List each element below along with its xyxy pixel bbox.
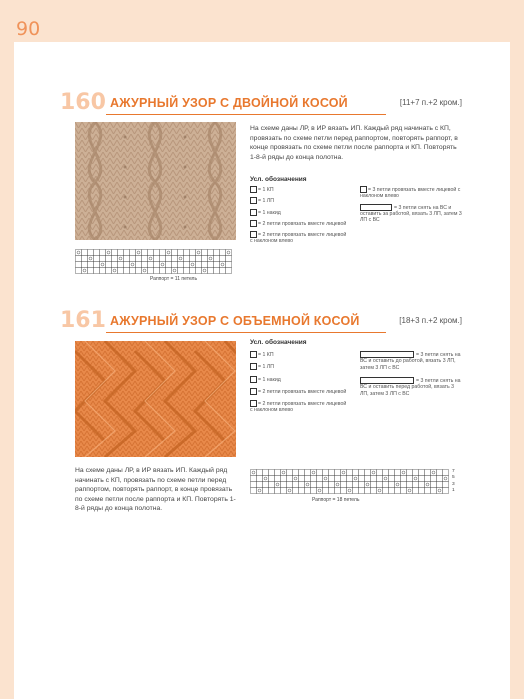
chart-cell (130, 262, 136, 268)
chart-cell (166, 250, 172, 256)
chart-cell (443, 470, 449, 476)
chart-cell (196, 250, 202, 256)
section-160-header (60, 92, 462, 114)
chart-cell (359, 470, 365, 476)
chart-cell (419, 488, 425, 494)
chart-cell (401, 470, 407, 476)
chart-cell (371, 488, 377, 494)
chart-cell (190, 250, 196, 256)
yarn-over-icon (250, 376, 257, 383)
chart-cell (100, 268, 106, 274)
chart-cell (371, 476, 377, 482)
chart-cell (263, 488, 269, 494)
chart-cell (226, 250, 232, 256)
chart-cell (196, 262, 202, 268)
ssk-icon (250, 400, 257, 407)
chart-cell (220, 256, 226, 262)
chart-cell (202, 262, 208, 268)
chart-cell (190, 268, 196, 274)
knit-cell-icon (250, 351, 257, 358)
chart-cell (311, 488, 317, 494)
chart-cell (419, 470, 425, 476)
chart-cell (112, 268, 118, 274)
chart-cell (184, 268, 190, 274)
chart-cell (305, 488, 311, 494)
chart-cell (88, 262, 94, 268)
chart-cell (142, 250, 148, 256)
chart-cell (389, 476, 395, 482)
chart-cell (353, 476, 359, 482)
chart-cell (305, 476, 311, 482)
chart-cell (112, 262, 118, 268)
chart-cell (341, 482, 347, 488)
chart-cell (226, 262, 232, 268)
chart-cell (94, 268, 100, 274)
chart-cell (154, 262, 160, 268)
chart-cell (124, 262, 130, 268)
chart-cell (395, 476, 401, 482)
cable-right-icon (360, 351, 414, 358)
chart-cell (365, 470, 371, 476)
chart-cell (124, 250, 130, 256)
chart-cell (341, 476, 347, 482)
legend-160-left: = 1 КП = 1 ЛП = 1 накид = 2 петли провязать вместе лицевой = 2 петли провязать вместе лицевой с наклоном влево (250, 186, 347, 245)
chart-cell (202, 268, 208, 274)
section-title: АЖУРНЫЙ УЗОР С ДВОЙНОЙ КОСОЙ (110, 96, 348, 110)
chart-cell (305, 482, 311, 488)
chart-cell (395, 470, 401, 476)
chart-cell (142, 256, 148, 262)
title-underline (106, 332, 386, 333)
chart-cell (431, 482, 437, 488)
chart-cell (281, 476, 287, 482)
chart-cell (257, 482, 263, 488)
chart-cell (299, 470, 305, 476)
ssk-icon (250, 231, 257, 238)
chart-cell (88, 256, 94, 262)
chart-cell (88, 250, 94, 256)
chart-cell (184, 256, 190, 262)
chart-cell (389, 470, 395, 476)
chart-cell (220, 268, 226, 274)
knit-chart-161 (250, 469, 450, 500)
chart-cell (136, 256, 142, 262)
chart-cell (154, 250, 160, 256)
chart-cell (341, 488, 347, 494)
chart-cell (275, 476, 281, 482)
legend-161-left: = 1 КП = 1 ЛП = 1 накид = 2 петли провязать вместе лицевой = 2 петли провязать вместе лицевой с наклоном влево (250, 351, 347, 414)
chart-cell (130, 256, 136, 262)
chart-cell (118, 256, 124, 262)
chart-cell (263, 482, 269, 488)
chart-cell (226, 268, 232, 274)
title-underline (106, 114, 386, 115)
chart-cell (148, 268, 154, 274)
chart-cell (118, 262, 124, 268)
chart-cell (196, 268, 202, 274)
chart-cell (353, 482, 359, 488)
chart-cell (172, 250, 178, 256)
chart-cell (347, 482, 353, 488)
chart-cell (154, 256, 160, 262)
chart-cell (413, 482, 419, 488)
legend-title: Усл. обозначения (250, 339, 307, 346)
chart-cell (317, 482, 323, 488)
chart-cell (317, 476, 323, 482)
chart-cell (166, 268, 172, 274)
chart-cell (425, 482, 431, 488)
chart-cell (269, 476, 275, 482)
yarn-over-icon (250, 209, 257, 216)
legend-161-right: = 3 петли снять на ВС и оставить до работой, вязать 3 ЛП, затем 3 ЛП с ВС = 3 петли снять на ВС и оставить перед работой, вязать 3 ЛП, затем 3 ЛП с ВС (360, 351, 461, 397)
chart-cell (257, 476, 263, 482)
sk2p-icon (360, 186, 367, 193)
chart-cell (437, 476, 443, 482)
section-161-header (60, 310, 462, 332)
chart-cell (142, 268, 148, 274)
chart-cell (275, 470, 281, 476)
chart-cell (407, 476, 413, 482)
chart-cell (383, 476, 389, 482)
chart-cell (335, 476, 341, 482)
chart-cell (124, 268, 130, 274)
chart-cell (323, 476, 329, 482)
chart-cell (208, 256, 214, 262)
chart-cell (443, 476, 449, 482)
chart-cell (263, 470, 269, 476)
chart-cell (269, 488, 275, 494)
chart-cell (130, 250, 136, 256)
chart-cell (365, 482, 371, 488)
chart-cell (184, 250, 190, 256)
chart-cell (251, 482, 257, 488)
chart-cell (317, 488, 323, 494)
chart-cell (172, 256, 178, 262)
chart-cell (293, 470, 299, 476)
section-161-description: На схеме даны ЛР, в ИР вязать ИП. Каждый ряд начинать с КП, провязать по схеме петли перед раппортом, повторять раппорт, в конце провязать по схеме петли после раппорта и КП. Повторять 1-8-й ряды до конца полотна. (75, 467, 236, 513)
chart-cell (220, 250, 226, 256)
chart-cell (160, 250, 166, 256)
chart-cell (437, 482, 443, 488)
chart-cell (413, 476, 419, 482)
chart-cell (323, 488, 329, 494)
chart-cell (202, 250, 208, 256)
chart-cell (287, 470, 293, 476)
knit-cell-icon (250, 186, 257, 193)
chart-cell (401, 488, 407, 494)
chart-cell (413, 488, 419, 494)
chart-cell (94, 256, 100, 262)
chart-cell (371, 470, 377, 476)
chart-cell (347, 476, 353, 482)
chart-cell (329, 488, 335, 494)
chart-cell (347, 488, 353, 494)
section-160-description: На схеме даны ЛР, в ИР вязать ИП. Каждый ряд начинать с КП, провязать по схеме петли перед раппортом, повторять раппорт, в конце провязать по схеме петли после раппорта и КП. Повторять 1-8-й ряды до конца полотна. (250, 125, 458, 161)
stitch-formula: [11+7 п.+2 кром.] (399, 98, 462, 107)
chart-cell (377, 476, 383, 482)
chart-cell (178, 256, 184, 262)
row-numbers: 7 5 3 1 (452, 469, 455, 494)
chart-cell (136, 262, 142, 268)
chart-cell (377, 482, 383, 488)
chart-cell (160, 256, 166, 262)
chart-cell (347, 470, 353, 476)
chart-cell (293, 482, 299, 488)
chart-cell (214, 268, 220, 274)
chart-cell (383, 470, 389, 476)
chart-cell (118, 250, 124, 256)
chart-cell (371, 482, 377, 488)
chart-cell (82, 268, 88, 274)
chart-cell (293, 476, 299, 482)
chart-cell (359, 476, 365, 482)
chart-cell (341, 470, 347, 476)
chart-cell (106, 256, 112, 262)
chart-cell (160, 268, 166, 274)
chart-cell (377, 470, 383, 476)
chart-cell (208, 262, 214, 268)
knit-cell-icon (250, 363, 257, 370)
chart-cell (299, 482, 305, 488)
chart-cell (148, 262, 154, 268)
chart-cell (287, 482, 293, 488)
chart-cell (82, 262, 88, 268)
chart-cell (76, 268, 82, 274)
chart-cell (401, 482, 407, 488)
chart-cell (251, 476, 257, 482)
chart-cell (130, 268, 136, 274)
chart-cell (293, 488, 299, 494)
chart-cell (425, 470, 431, 476)
chart-cell (100, 256, 106, 262)
knit-sample-photo-160 (75, 122, 236, 240)
k2tog-icon (250, 388, 257, 395)
chart-cell (425, 488, 431, 494)
chart-cell (287, 476, 293, 482)
chart-cell (383, 488, 389, 494)
chart-cell (148, 250, 154, 256)
chart-cell (142, 262, 148, 268)
chart-cell (329, 476, 335, 482)
chart-cell (214, 250, 220, 256)
section-number: 161 (60, 308, 106, 333)
chart-cell (190, 262, 196, 268)
chart-cell (437, 488, 443, 494)
chart-cell (281, 470, 287, 476)
chart-cell (136, 268, 142, 274)
chart-cell (166, 262, 172, 268)
chart-cell (196, 256, 202, 262)
chart-cell (419, 476, 425, 482)
chart-cell (359, 488, 365, 494)
chart-cell (166, 256, 172, 262)
knit-cell-icon (250, 197, 257, 204)
chart-cell (329, 482, 335, 488)
chart-cell (323, 482, 329, 488)
chart-cell (82, 250, 88, 256)
chart-cell (263, 476, 269, 482)
chart-cell (257, 488, 263, 494)
chart-cell (437, 470, 443, 476)
chart-cell (94, 250, 100, 256)
chart-cell (106, 262, 112, 268)
chart-cell (112, 256, 118, 262)
page-number: 90 (16, 18, 41, 40)
chart-cell (226, 256, 232, 262)
chart-caption: Раппорт = 11 петель (150, 276, 198, 282)
chart-cell (100, 250, 106, 256)
chart-cell (365, 476, 371, 482)
chart-cell (94, 262, 100, 268)
chart-cell (353, 470, 359, 476)
chart-cell (178, 262, 184, 268)
chart-cell (395, 488, 401, 494)
chart-cell (383, 482, 389, 488)
chart-cell (281, 488, 287, 494)
chart-cell (299, 476, 305, 482)
chart-cell (377, 488, 383, 494)
chart-cell (431, 476, 437, 482)
section-title: АЖУРНЫЙ УЗОР С ОБЪЕМНОЙ КОСОЙ (110, 314, 360, 328)
chart-cell (395, 482, 401, 488)
chart-cell (353, 488, 359, 494)
chart-cell (299, 488, 305, 494)
chart-cell (281, 482, 287, 488)
chart-cell (431, 470, 437, 476)
chart-cell (443, 482, 449, 488)
chart-cell (407, 482, 413, 488)
chart-cell (148, 256, 154, 262)
chart-cell (317, 470, 323, 476)
chart-cell (112, 250, 118, 256)
chart-cell (184, 262, 190, 268)
chart-cell (178, 268, 184, 274)
chart-cell (365, 488, 371, 494)
chart-cell (136, 250, 142, 256)
chart-cell (76, 256, 82, 262)
chart-cell (100, 262, 106, 268)
chart-cell (401, 476, 407, 482)
chart-cell (82, 256, 88, 262)
chart-cell (106, 250, 112, 256)
chart-cell (287, 488, 293, 494)
legend-title: Усл. обозначения (250, 176, 307, 183)
chart-cell (118, 268, 124, 274)
chart-cell (208, 250, 214, 256)
chart-cell (172, 262, 178, 268)
chart-cell (269, 482, 275, 488)
chart-caption: Раппорт = 18 петель (312, 497, 360, 503)
chart-cell (407, 470, 413, 476)
chart-cell (178, 250, 184, 256)
chart-cell (419, 482, 425, 488)
chart-cell (76, 262, 82, 268)
stitch-formula: [18+3 п.+2 кром.] (399, 316, 462, 325)
chart-cell (407, 488, 413, 494)
chart-cell (269, 470, 275, 476)
chart-cell (359, 482, 365, 488)
chart-cell (323, 470, 329, 476)
chart-cell (311, 470, 317, 476)
chart-cell (172, 268, 178, 274)
chart-cell (311, 476, 317, 482)
chart-cell (389, 482, 395, 488)
chart-cell (214, 262, 220, 268)
chart-cell (443, 488, 449, 494)
chart-cell (425, 476, 431, 482)
chart-cell (335, 482, 341, 488)
legend-160-right: = 3 петли провязать вместе лицевой с наклоном влево = 3 петли снять на ВС и оставить за работой, вязать 3 ЛП, затем 3 ЛП с ВС (360, 186, 462, 224)
chart-cell (88, 268, 94, 274)
chart-cell (124, 256, 130, 262)
knit-sample-photo-161 (75, 341, 236, 457)
chart-cell (257, 470, 263, 476)
chart-cell (214, 256, 220, 262)
chart-cell (154, 268, 160, 274)
chart-cell (389, 488, 395, 494)
chart-cell (160, 262, 166, 268)
chart-cell (311, 482, 317, 488)
chart-cell (106, 268, 112, 274)
chart-cell (208, 268, 214, 274)
chart-cell (220, 262, 226, 268)
chart-cell (275, 488, 281, 494)
chart-cell (305, 470, 311, 476)
chart-cell (335, 470, 341, 476)
chart-cell (251, 488, 257, 494)
k2tog-icon (250, 220, 257, 227)
chart-cell (76, 250, 82, 256)
chart-cell (275, 482, 281, 488)
section-number: 160 (60, 90, 106, 115)
chart-cell (251, 470, 257, 476)
chart-cell (335, 488, 341, 494)
cable-icon (360, 204, 392, 211)
chart-cell (329, 470, 335, 476)
chart-cell (202, 256, 208, 262)
chart-cell (413, 470, 419, 476)
chart-cell (190, 256, 196, 262)
chart-cell (431, 488, 437, 494)
